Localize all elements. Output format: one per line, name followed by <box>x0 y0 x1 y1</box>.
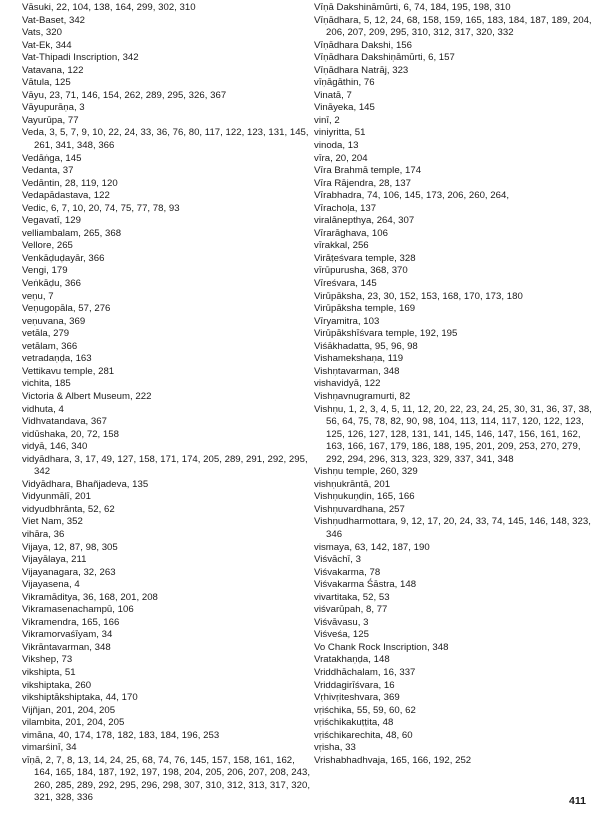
index-entry: vīrūpurusha, 368, 370 <box>314 265 408 277</box>
index-entry: Vedic, 6, 7, 10, 20, 74, 75, 77, 78, 93 <box>22 202 180 214</box>
index-entry: Vriddhāchalam, 16, 337 <box>314 666 416 678</box>
index-entry: vidyā, 146, 340 <box>22 441 88 453</box>
index-entry: Vedāṅga, 145 <box>22 152 82 164</box>
index-entry: vīrakkal, 256 <box>314 240 369 252</box>
index-entry: vṛiśchika, 55, 59, 60, 62 <box>314 704 416 716</box>
index-entry: vṛiśchikarechita, 48, 60 <box>314 729 413 741</box>
index-entry: Vīṇādhara Natrāj, 323 <box>314 64 409 76</box>
index-entry: Venkāḍuḍayār, 366 <box>22 252 105 264</box>
index-entry: vimāna, 40, 174, 178, 182, 183, 184, 196, 253 <box>22 729 220 741</box>
index-entry: veṇuvana, 369 <box>22 315 86 327</box>
index-entry: Vriddagirīśvara, 16 <box>314 679 395 691</box>
index-entry: vilambita, 201, 204, 205 <box>22 717 125 729</box>
page-number: 411 <box>569 795 586 807</box>
index-entry: Vrishabhadhvaja, 165, 166, 192, 252 <box>314 754 472 766</box>
index-entry: Vishṇu, 1, 2, 3, 4, 5, 11, 12, 20, 22, 23, 24, 25, 30, 31, 36, 37, 38, 56, 64, 75, 78, 82, 90, 98, 104, 113, 114, 117, 120, 122, 123, 125, 126, 127, 128, 131, 141, 145, 146, 147, 156, 161, 162, 163, 166, 167, 179, 186, 188, 195, 201, 209, 253, 270, 279, 292, 294, 296, 313, 323, 329, 337, 341, 348 <box>314 403 592 465</box>
index-entry: vetālam, 366 <box>22 340 78 352</box>
index-entry: vetradaṇḍa, 163 <box>22 353 92 365</box>
index-entry: Vāsuki, 22, 104, 138, 164, 299, 302, 310 <box>22 2 196 13</box>
index-entry: Vijayālaya, 211 <box>22 554 87 566</box>
index-entry: vidyādhara, 3, 17, 49, 127, 158, 171, 174, 205, 289, 291, 292, 295, 342 <box>22 453 308 478</box>
index-entry: vidhuta, 4 <box>22 403 64 415</box>
index-entry: Vengi, 179 <box>22 265 68 277</box>
index-entry: vivartitaka, 52, 53 <box>314 591 390 603</box>
index-entry: Vinatā, 7 <box>314 89 352 101</box>
index-entry: Vishṇudharmottara, 9, 12, 17, 20, 24, 33, 74, 145, 146, 148, 323, 346 <box>314 516 591 540</box>
index-entry: Vināyeka, 145 <box>314 102 375 114</box>
index-entry: Vijayasena, 4 <box>22 579 80 591</box>
index-entry: Vikramorvaśīyam, 34 <box>22 629 113 641</box>
index-entry: Vidyādhara, Bhañjadeva, 135 <box>22 478 149 490</box>
index-entry: vismaya, 63, 142, 187, 190 <box>314 541 430 553</box>
index-entry: vihāra, 36 <box>22 528 65 540</box>
index-entry: vetāla, 279 <box>22 328 70 340</box>
index-entry: Vat-Ek, 344 <box>22 39 72 51</box>
index-entry: Vedāntin, 28, 119, 120 <box>22 177 118 189</box>
index-entry: Vīṇādhara Dakshi, 156 <box>314 39 413 51</box>
index-entry: Viśveśa, 125 <box>314 629 369 641</box>
index-entry: Vīryamitra, 103 <box>314 315 380 327</box>
index-entry: Vayurūpa, 77 <box>22 114 79 126</box>
index-entry: Viśvakarma, 78 <box>314 566 381 578</box>
index-entry: Vratakhaṇḍa, 148 <box>314 654 390 666</box>
index-entry: Vīrabhadra, 74, 106, 145, 173, 206, 260, 264, <box>314 190 510 202</box>
index-entry: veṇu, 7 <box>22 290 54 302</box>
index-entry: viśvarūpah, 8, 77 <box>314 604 388 616</box>
index-entry: Vegavatī, 129 <box>22 215 81 227</box>
index-entry: Vīṇādhara Dakshiṇāmūrti, 6, 157 <box>314 52 455 64</box>
index-entry: vimarśinī, 34 <box>22 742 77 754</box>
index-entry: Vīreśvara, 145 <box>314 278 377 290</box>
index-entry: Viet Nam, 352 <box>22 516 83 528</box>
index-entry: Vishṇu temple, 260, 329 <box>314 466 418 478</box>
index-entry: vichita, 185 <box>22 378 71 390</box>
index-entry: Vikshep, 73 <box>22 654 73 666</box>
index-entry: Virāṭeśvara temple, 328 <box>314 252 416 264</box>
index-entry: Vedanta, 37 <box>22 165 74 177</box>
index-entry: Viśākhadatta, 95, 96, 98 <box>314 340 418 352</box>
index-entry: vikshipta, 51 <box>22 666 76 678</box>
index-entry: Vishṇukuṇḍin, 165, 166 <box>314 491 415 503</box>
index-entry: Vellore, 265 <box>22 240 73 252</box>
index-entry: Vīṇā Dakshināmūrti, 6, 74, 184, 195, 198, 310 <box>314 2 511 13</box>
index-entry: Vishṇtavarman, 348 <box>314 365 400 377</box>
index-entry: Vātula, 125 <box>22 77 71 89</box>
index-entry: Vishṇavnugramurti, 82 <box>314 390 411 402</box>
index-entry: Vo Chank Rock Inscription, 348 <box>314 641 449 653</box>
index-entry: Virūpāksha temple, 169 <box>314 303 416 315</box>
index-entry: vikshiptaka, 260 <box>22 679 92 691</box>
index-entry: Vikrāntavarman, 348 <box>22 641 111 653</box>
index-entry: vīra, 20, 204 <box>314 152 368 164</box>
index-entry: Vīrarāghava, 106 <box>314 227 388 239</box>
index-entry: Viśvāvasu, 3 <box>314 616 369 628</box>
index-entry: Vishṇuvardhana, 257 <box>314 503 405 515</box>
index-entry: Victoria & Albert Museum, 222 <box>22 390 152 402</box>
index-entry: Virūpāksha, 23, 30, 152, 153, 168, 170, 173, 180 <box>314 290 523 302</box>
index-entry: vṛiśchikakuṭṭita, 48 <box>314 717 394 729</box>
index-entry: Vikramāditya, 36, 168, 201, 208 <box>22 591 158 603</box>
index-entry: Veṅkāḍu, 366 <box>22 278 81 290</box>
index-entry: Vatavana, 122 <box>22 64 84 76</box>
index-entry: Vāyupurāṇa, 3 <box>22 102 85 114</box>
index-entry: vidūshaka, 20, 72, 158 <box>22 428 119 440</box>
index-entry: Vīra Rājendra, 28, 137 <box>314 177 411 189</box>
index-entry: velliambalam, 265, 368 <box>22 227 122 239</box>
index-entry: Viśvāchī, 3 <box>314 554 361 566</box>
index-entry: Veṇugopāla, 57, 276 <box>22 303 111 315</box>
index-entry: vinī, 2 <box>314 114 340 126</box>
index-entry: Vijayanagara, 32, 263 <box>22 566 116 578</box>
index-entry: Vettikavu temple, 281 <box>22 365 115 377</box>
index-entry: Vat-Thipadi Inscription, 342 <box>22 52 139 64</box>
index-column-left <box>22 0 310 805</box>
index-entry: Vijñjan, 201, 204, 205 <box>22 704 116 716</box>
index-entry: Vāyu, 23, 71, 146, 154, 262, 289, 295, 326, 367 <box>22 89 227 101</box>
index-entry: vīṇāgāthin, 76 <box>314 77 375 89</box>
index-entry: Vikramendra, 165, 166 <box>22 616 120 628</box>
index-entry: Vijaya, 12, 87, 98, 305 <box>22 541 118 553</box>
index-entry: Vṛhivṛiteshvara, 369 <box>314 692 400 704</box>
index-entry: vīṇā, 2, 7, 8, 13, 14, 24, 25, 68, 74, 76, 145, 157, 158, 161, 162, 164, 165, 184, 187, 192, 197, 198, 204, 205, 206, 207, 208, 243, 260, 285, 289, 292, 295, 296, 298, 307, 310, 312, 313, 317, 320, 321, 328, 336 <box>22 754 311 804</box>
index-entry: viralānepthya, 264, 307 <box>314 215 415 227</box>
index-entry: Vidyunmālī, 201 <box>22 491 91 503</box>
index-entry: vidyudbhrānta, 52, 62 <box>22 503 115 515</box>
index-column-right <box>314 0 598 767</box>
index-entry: vṛisha, 33 <box>314 742 356 754</box>
index-entry: vikshiptākshiptaka, 44, 170 <box>22 692 138 704</box>
index-entry: vishavidyā, 122 <box>314 378 381 390</box>
index-entry: vishṇukrāntā, 201 <box>314 478 391 490</box>
index-entry: Veda, 3, 5, 7, 9, 10, 22, 24, 33, 36, 76, 80, 117, 122, 123, 131, 145, 261, 341, 348, 366 <box>22 127 309 152</box>
index-entry: Vishamekshaṇa, 119 <box>314 353 404 365</box>
index-entry: viniyritta, 51 <box>314 127 366 139</box>
index-entry: Vikramasenachampū, 106 <box>22 604 134 616</box>
index-entry: Viśvakarma Śāstra, 148 <box>314 579 417 591</box>
index-entry: Vats, 320 <box>22 27 63 39</box>
index-entry: vinoda, 13 <box>314 140 359 152</box>
index-entry: Vidhvatandava, 367 <box>22 416 107 428</box>
index-entry: Virūpākshīśvara temple, 192, 195 <box>314 328 458 340</box>
index-entry: Vīṇādhara, 5, 12, 24, 68, 158, 159, 165, 183, 184, 187, 189, 204, 206, 207, 209, 295, 310, 312, 317, 320, 332 <box>314 14 592 39</box>
index-entry: Vīra Brahmā temple, 174 <box>314 165 422 177</box>
index-entry: Vīrachoḷa, 137 <box>314 202 377 214</box>
index-entry: Vat-Baset, 342 <box>22 14 86 26</box>
index-entry: Vedapādastava, 122 <box>22 190 110 202</box>
